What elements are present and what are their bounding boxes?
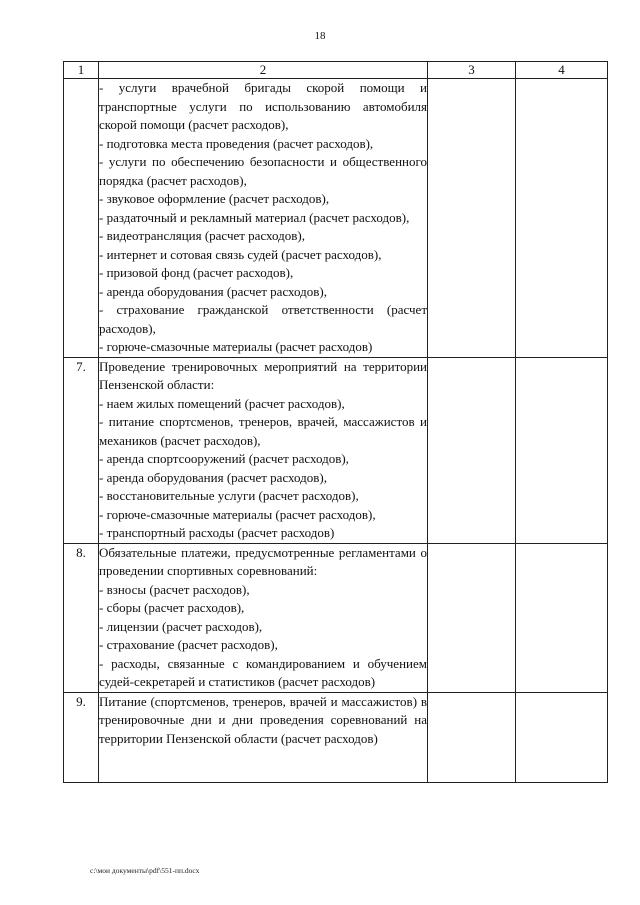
row-line: - аренда оборудования (расчет расходов), [99,283,328,299]
row-number: 7. [64,357,99,543]
page-number: 18 [314,30,326,42]
table-row [64,357,608,543]
row-cell-3 [428,79,516,358]
row-description [99,357,428,543]
row-line: Проведение тренировочных мероприятий на территории Пензенской области: [99,358,427,392]
row-line: - аренда спортсооружений (расчет расходов), [99,451,349,466]
row-cell-4 [516,692,608,782]
row-description [99,543,428,692]
row-line: - транспортный расходы (расчет расходов) [99,525,335,540]
row-line: - восстановительные услуги (расчет расходов), [99,488,359,503]
row-line: - горюче-смазочные материалы (расчет расходов) [99,339,373,354]
row-line: - раздаточный и рекламный материал (расчет расходов), [99,209,410,225]
row-line: - сборы (расчет расходов), [99,600,245,615]
row-line: - услуги врачебной бригады скорой помощи и транспортные услуги по использованию автомобиля скорой помощи (расчет расходов), [99,80,427,132]
row-description [99,692,428,782]
expense-table [63,61,608,783]
footer-file-path: c:\мои документы\pdf\551-пп.docx [90,866,200,875]
table-row [64,79,608,358]
row-line: - горюче-смазочные материалы (расчет расходов), [99,506,376,522]
row-line: - звуковое оформление (расчет расходов), [99,191,330,206]
column-header-2: 2 [99,62,428,79]
column-header-3: 3 [428,62,516,79]
row-cell-3 [428,692,516,782]
row-cell-4 [516,543,608,692]
row-line: - лицензии (расчет расходов), [99,618,263,634]
row-cell-3 [428,543,516,692]
row-line: - подготовка места проведения (расчет расходов), [99,135,374,151]
row-cell-3 [428,357,516,543]
table-row [64,543,608,692]
column-header-1: 1 [64,62,99,79]
row-line: - страхование (расчет расходов), [99,637,278,652]
row-line: - видеотрансляция (расчет расходов), [99,228,306,243]
table-header-row [64,62,608,79]
row-line: - аренда оборудования (расчет расходов), [99,469,328,485]
row-line: - расходы, связанные с командированием и обучением судей-секретарей и статистиков (расчет расходов) [99,655,427,689]
row-number: 8. [64,543,99,692]
column-header-4: 4 [516,62,608,79]
row-cell-4 [516,79,608,358]
row-line: - взносы (расчет расходов), [99,581,250,597]
row-line: Обязательные платежи, предусмотренные регламентами о проведении спортивных соревнований: [99,544,427,578]
row-number: 9. [64,692,99,782]
row-description [99,79,428,358]
table-row [64,692,608,782]
row-line: - услуги по обеспечению безопасности и общественного порядка (расчет расходов), [99,154,427,188]
row-line: - наем жилых помещений (расчет расходов), [99,395,345,411]
row-line: - призовой фонд (расчет расходов), [99,265,294,280]
row-line: - страхование гражданской ответственности (расчет расходов), [99,302,427,336]
row-number [64,79,99,358]
row-line: - питание спортсменов, тренеров, врачей, массажистов и механиков (расчет расходов), [99,414,427,448]
row-line: - интернет и сотовая связь судей (расчет расходов), [99,246,382,262]
row-line: Питание (спортсменов, тренеров, врачей и массажистов) в тренировочные дни и дни проведения соревнований на территории Пензенской области (расчет расходов) [99,693,427,746]
row-cell-4 [516,357,608,543]
